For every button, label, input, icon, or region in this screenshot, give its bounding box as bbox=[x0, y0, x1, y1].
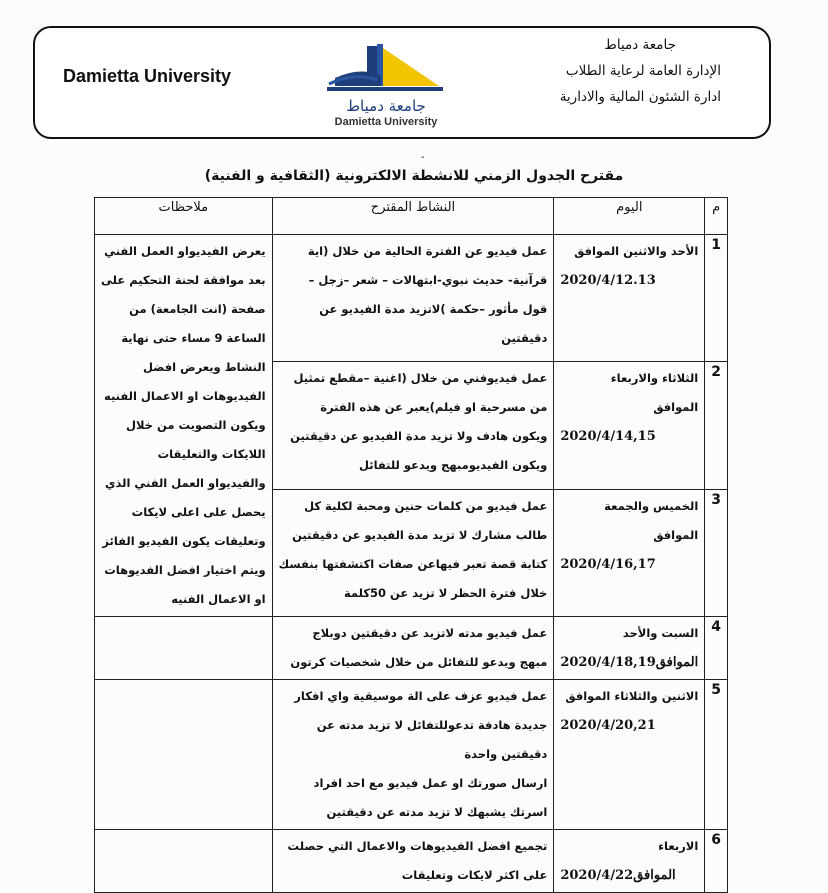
row-date: الموافق2020/4/22 bbox=[560, 868, 676, 883]
activity-line: دقيقتين واحدة bbox=[464, 747, 548, 761]
admin-line: ادارة الشئون المالية والادارية bbox=[559, 89, 721, 105]
row-activity bbox=[272, 617, 554, 680]
note-line: وتعليقات يكون الفيديو الفائز bbox=[102, 534, 266, 548]
row-number: 2 bbox=[705, 362, 728, 489]
day-text: الخميس والجمعة bbox=[604, 498, 699, 513]
column-header-activity: النشاط المقترح bbox=[272, 198, 554, 235]
activity-line: ارسال صورتك او عمل فيديو مع احد افراد bbox=[313, 776, 548, 790]
row-date: 2020/4/12.13 bbox=[560, 273, 656, 288]
activity-line: عمل فيديو من كلمات حنين ومحبة لكلية كل bbox=[304, 498, 548, 513]
row-day bbox=[554, 680, 705, 830]
day-text: السبت والأحد bbox=[622, 626, 699, 640]
column-header-number: م bbox=[705, 198, 728, 235]
activity-line: عمل فيديو مدته لاتزيد عن دقيقتين دوبلاج bbox=[312, 626, 548, 640]
note-line: اللايكات والتعليقات bbox=[157, 447, 266, 461]
activity-line: عمل فيديوفني من خلال (اغنية –مقطع تمثيل bbox=[293, 371, 548, 386]
note-line: صفحة (انت الجامعة) من bbox=[129, 302, 266, 316]
table-row bbox=[95, 680, 728, 830]
table-row bbox=[95, 830, 728, 893]
schedule-table bbox=[94, 197, 728, 893]
activity-line: كتابة قصة تعبر فيهاعن صفات اكتشفتها بنفسك bbox=[278, 556, 548, 571]
day-text: الاربعاء bbox=[658, 839, 699, 853]
column-header-notes: ملاحظات bbox=[95, 198, 273, 235]
activity-line: اسرتك يشبهك لا تزيد مدته عن دقيقتين bbox=[326, 805, 548, 819]
empty-notes-cell bbox=[95, 830, 273, 893]
day-text: الاثنين والثلاثاء الموافق bbox=[565, 689, 699, 703]
row-date: 2020/4/16,17 bbox=[560, 556, 656, 572]
letterhead bbox=[33, 26, 771, 139]
activity-line: قرآنية- حديث نبوي-ابتهالات – شعر –زجل – bbox=[308, 273, 548, 287]
note-line: او الاعمال الفنيه bbox=[171, 592, 266, 606]
row-day bbox=[554, 830, 705, 893]
row-activity bbox=[272, 680, 554, 830]
note-line: الفيديوهات او الاعمال الفنيه bbox=[104, 389, 266, 403]
activity-line: جديدة هادفة تدعوللتفائل لا تزيد مدته عن bbox=[316, 718, 548, 732]
activity-line: طالب مشارك لا تزيد مدة الفيديو عن دقيقتين bbox=[292, 527, 548, 542]
note-line: ويكون التصويت من خلال bbox=[125, 418, 266, 432]
logo-emblem-icon bbox=[321, 42, 451, 102]
activity-line: ويكون هادف ولا تزيد مدة الفيديو عن دقيقتين bbox=[290, 429, 548, 444]
row-date: الموافق2020/4/18,19 bbox=[560, 655, 699, 670]
activity-line: على اكثر لايكات وتعليقات bbox=[401, 868, 548, 882]
logo-text-english: Damietta University bbox=[334, 116, 438, 128]
administration-lines bbox=[560, 32, 721, 110]
table-row bbox=[95, 235, 728, 362]
row-day bbox=[554, 235, 705, 362]
row-number: 3 bbox=[705, 489, 728, 616]
row-number: 1 bbox=[705, 235, 728, 362]
note-line: يحصل على اعلى لايكات bbox=[131, 505, 266, 519]
empty-notes-cell bbox=[95, 680, 273, 830]
day-text: الأحد والاثنين الموافق bbox=[574, 244, 699, 258]
table-row bbox=[95, 617, 728, 680]
activity-line: تجميع افضل الفيديوهات والاعمال التي حصلت bbox=[287, 839, 548, 853]
row-activity bbox=[272, 489, 554, 616]
column-header-day: اليوم bbox=[554, 198, 705, 235]
notes-cell bbox=[95, 235, 273, 617]
note-line: النشاط ويعرض افضل bbox=[143, 360, 266, 374]
admin-line: جامعة دمياط bbox=[604, 37, 676, 53]
university-logo bbox=[321, 42, 451, 132]
day-text: الثلاثاء والاربعاء bbox=[610, 371, 699, 386]
activity-line: مبهج ويدعو للتفائل من خلال شخصيات كرتون bbox=[290, 655, 548, 669]
row-date: 2020/4/20,21 bbox=[560, 718, 656, 733]
row-number: 5 bbox=[705, 680, 728, 830]
row-activity bbox=[272, 830, 554, 893]
note-line: والفيديواو العمل الفني الذي bbox=[104, 476, 266, 490]
row-activity bbox=[272, 362, 554, 489]
admin-line: الإدارة العامة لرعاية الطلاب bbox=[565, 63, 721, 79]
note-line: ويتم اختيار افضل الفديوهات bbox=[104, 563, 266, 577]
university-name-english: Damietta University bbox=[63, 66, 232, 86]
empty-notes-cell bbox=[95, 617, 273, 680]
activity-line: ويكون الفيديومبهج ويدعو للتفائل bbox=[358, 458, 548, 473]
separator-mark: - bbox=[421, 152, 425, 163]
activity-line: قول مأثور –حكمة )لاتزيد مدة الفيديو عن bbox=[319, 302, 548, 316]
row-number: 4 bbox=[705, 617, 728, 680]
activity-line: دقيقتين bbox=[501, 331, 548, 345]
row-activity bbox=[272, 235, 554, 362]
activity-line: عمل فيديو عن الفترة الحالية من خلال (اية bbox=[307, 244, 548, 258]
activity-line: خلال فترة الحظر لا تزيد عن 50كلمة bbox=[343, 585, 548, 600]
day-text: الموافق bbox=[653, 400, 699, 415]
logo-text-arabic: جامعة دمياط bbox=[346, 97, 426, 115]
note-line: يعرض الفيديواو العمل الفني bbox=[104, 244, 266, 258]
note-line: الساعة 9 مساء حتى نهاية bbox=[121, 331, 266, 345]
row-day bbox=[554, 617, 705, 680]
day-text: الموافق bbox=[653, 527, 699, 542]
activity-line: عمل فيديو عزف على الة موسيقية واي افكار bbox=[294, 689, 548, 703]
row-date: 2020/4/14,15 bbox=[560, 429, 656, 445]
document-title: مقترح الجدول الزمني للانشطة الالكترونية (الثقافية و الفنية) bbox=[204, 168, 624, 184]
row-day bbox=[554, 489, 705, 616]
row-number: 6 bbox=[705, 830, 728, 893]
activity-line: من مسرحية او فيلم)يعبر عن هذه الفترة bbox=[320, 400, 548, 415]
note-line: بعد موافقة لحنة التحكيم على bbox=[101, 273, 266, 287]
table-header-row bbox=[95, 198, 728, 235]
row-day bbox=[554, 362, 705, 489]
